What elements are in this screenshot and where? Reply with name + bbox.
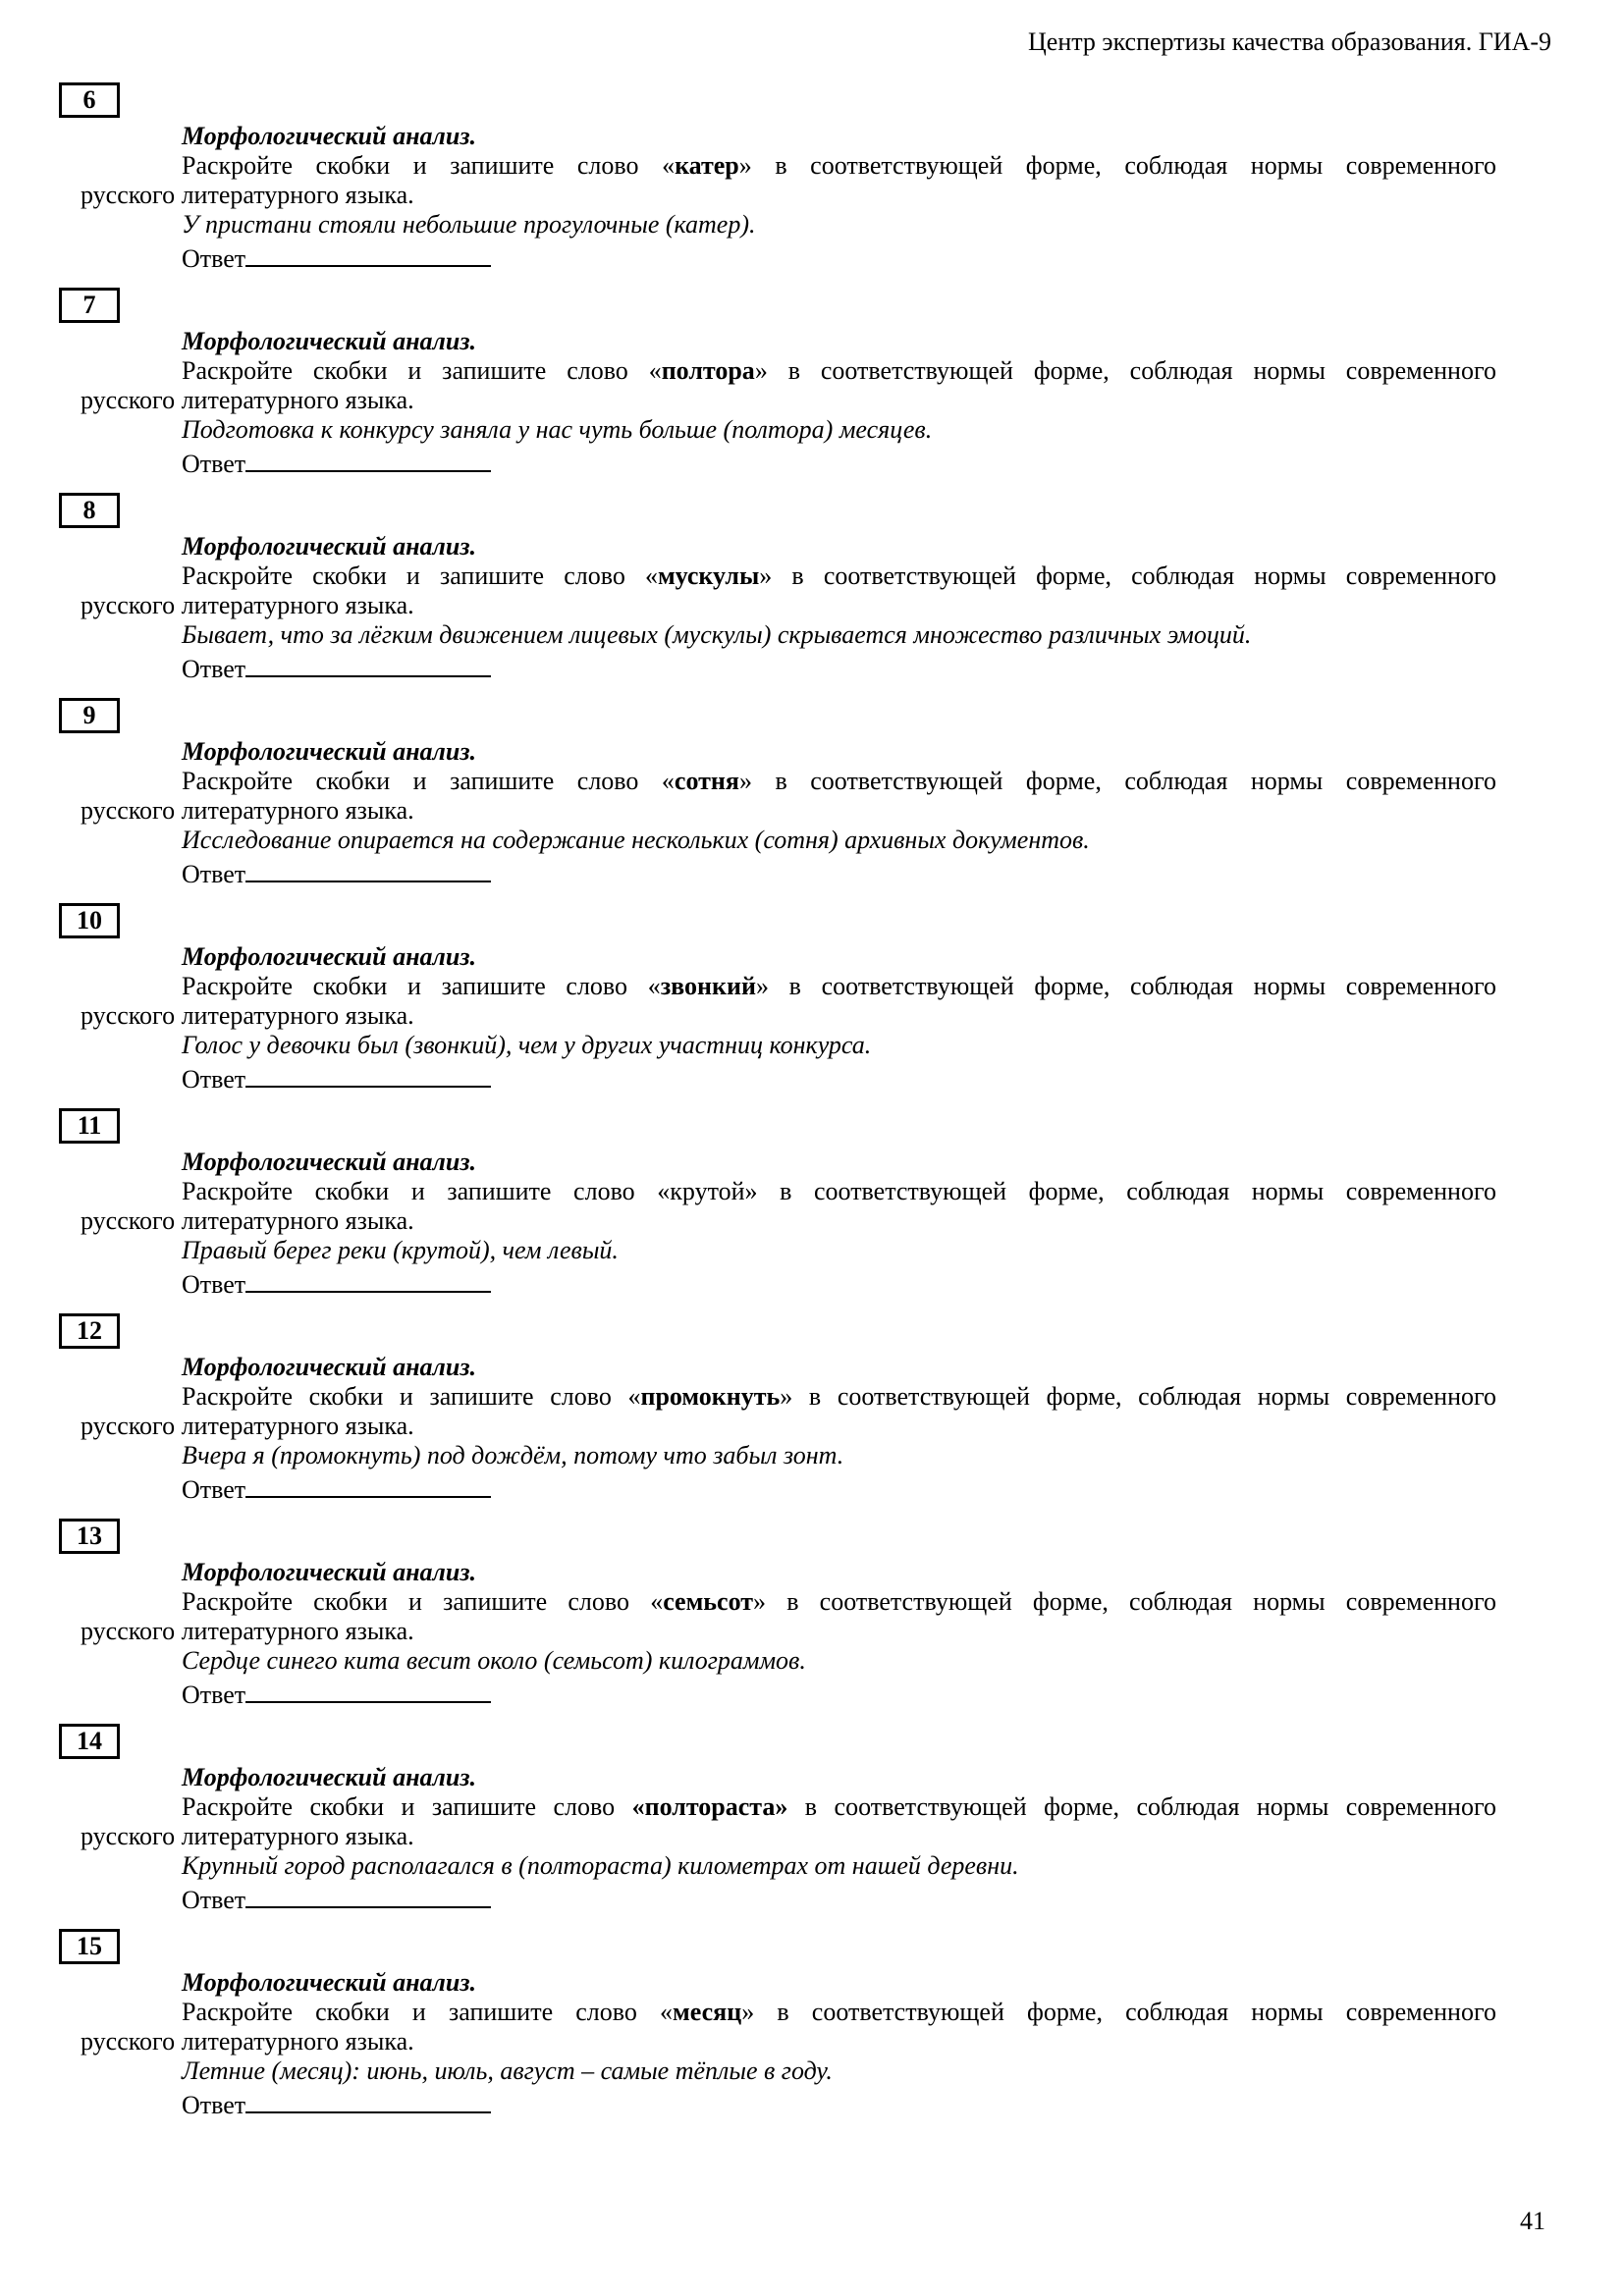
task-number-box (59, 1108, 120, 1144)
quote-close: » (744, 1177, 758, 1205)
task-instruction-line2: русского литературного языка. (81, 1412, 414, 1440)
answer-label: Ответ (182, 655, 246, 683)
task-example-sentence: Крупный город располагался в (полтораста) километрах от нашей деревни. (182, 1851, 1019, 1880)
answer-row (182, 1676, 1496, 1710)
task-heading: Морфологический анализ. (182, 327, 476, 355)
instruction-before: Раскройте скобки и запишите слово (182, 1587, 651, 1616)
answer-row (182, 240, 1496, 274)
task-example-sentence: Подготовка к конкурсу заняла у нас чуть больше (полтора) месяцев. (182, 415, 933, 444)
task-example-sentence: Правый берег реки (крутой), чем левый. (182, 1236, 619, 1264)
answer-blank-line (245, 1881, 491, 1908)
instruction-before: Раскройте скобки и запишите слово (182, 1382, 628, 1411)
instruction-before: Раскройте скобки и запишите слово (182, 1792, 632, 1821)
answer-label: Ответ (182, 1886, 246, 1914)
instruction-before: Раскройте скобки и запишите слово (182, 561, 645, 590)
answer-blank-line (245, 1265, 491, 1293)
quote-close: » (759, 561, 773, 590)
task-number-box (59, 698, 120, 733)
answer-blank-line (245, 1676, 491, 1703)
target-word-text: катер (675, 151, 739, 180)
target-word (648, 972, 769, 1000)
task-block (81, 82, 1496, 274)
instruction-after: в соответствующей форме, соблюдая нормы современного (792, 1382, 1496, 1411)
quote-close: » (755, 972, 769, 1000)
task-instruction-line1 (81, 151, 1496, 181)
quote-open: « (660, 1998, 674, 2026)
task-number: 12 (77, 1316, 102, 1345)
page-number: 41 (1520, 2207, 1545, 2235)
answer-blank-line (245, 2086, 491, 2113)
instruction-after: в соответствующей форме, соблюдая нормы современного (772, 561, 1496, 590)
task-instruction-line1 (81, 1587, 1496, 1617)
answer-label: Ответ (182, 2091, 246, 2119)
header-title: Центр экспертизы качества образования. ГИА-9 (1028, 27, 1551, 56)
task-instruction-line1 (81, 1382, 1496, 1412)
task-instruction-line2: русского литературного языка. (81, 1822, 414, 1850)
task-number: 6 (82, 85, 96, 114)
answer-row (182, 855, 1496, 889)
quote-open: « (631, 1792, 645, 1821)
instruction-before: Раскройте скобки и запишите слово (182, 151, 663, 180)
task-number-box (59, 1724, 120, 1759)
target-word (660, 1998, 754, 2026)
answer-label: Ответ (182, 1475, 246, 1504)
task-number-box (59, 288, 120, 323)
task-block (81, 288, 1496, 479)
target-word (645, 561, 772, 590)
task-number: 11 (77, 1111, 102, 1140)
task-number: 15 (77, 1932, 102, 1960)
task-example-sentence: Исследование опирается на содержание нескольких (сотня) архивных документов. (182, 826, 1090, 854)
answer-row (182, 2086, 1496, 2120)
task-instruction-line1 (81, 1792, 1496, 1822)
target-word-text: сотня (674, 767, 739, 795)
task-instruction-line1 (81, 972, 1496, 1001)
task-heading: Морфологический анализ. (182, 1353, 476, 1381)
instruction-after: в соответствующей форме, соблюдая нормы современного (751, 767, 1496, 795)
task-number: 13 (77, 1522, 102, 1550)
task-instruction-line1 (81, 1177, 1496, 1206)
task-number-box (59, 903, 120, 938)
answer-blank-line (245, 240, 491, 267)
answer-label: Ответ (182, 450, 246, 478)
task-number-box (59, 82, 120, 118)
instruction-after: в соответствующей форме, соблюдая нормы современного (751, 151, 1496, 180)
answer-label: Ответ (182, 244, 246, 273)
quote-open: « (657, 1177, 671, 1205)
target-word-text: полтораста (644, 1792, 776, 1821)
answer-row (182, 1470, 1496, 1505)
task-heading: Морфологический анализ. (182, 532, 476, 561)
task-number: 8 (82, 496, 96, 524)
task-instruction-line2: русского литературного языка. (81, 1617, 414, 1645)
task-number: 9 (82, 701, 96, 729)
task-instruction-line2: русского литературного языка. (81, 386, 414, 414)
quote-open: « (647, 972, 661, 1000)
target-word-text: мускулы (657, 561, 760, 590)
target-word (650, 1587, 766, 1616)
task-instruction-line2: русского литературного языка. (81, 591, 414, 619)
task-block (77, 1929, 1496, 2120)
answer-blank-line (245, 445, 491, 472)
target-word-text: месяц (673, 1998, 742, 2026)
task-instruction-line2: русского литературного языка. (81, 1206, 414, 1235)
answer-row (182, 650, 1496, 684)
quote-close: » (753, 1587, 767, 1616)
instruction-before: Раскройте скобки и запишите слово (182, 356, 649, 385)
task-number: 10 (77, 906, 102, 934)
task-number-box (59, 1519, 120, 1554)
target-word-text: полтора (661, 356, 755, 385)
quote-close: » (738, 767, 752, 795)
instruction-before: Раскройте скобки и запишите слово (182, 767, 662, 795)
task-heading: Морфологический анализ. (182, 122, 476, 150)
task-heading: Морфологический анализ. (182, 1968, 476, 1997)
task-example-sentence: Бывает, что за лёгким движением лицевых (мускулы) скрывается множество различных эмоций. (182, 620, 1252, 649)
instruction-after: в соответствующей форме, соблюдая нормы современного (767, 356, 1496, 385)
instruction-after: в соответствующей форме, соблюдая нормы современного (757, 1177, 1496, 1205)
task-number-box (59, 493, 120, 528)
task-instruction-line1 (81, 356, 1496, 386)
task-instruction-line2: русского литературного языка. (81, 181, 414, 209)
quote-close: » (754, 356, 768, 385)
tasks (0, 82, 1624, 2120)
answer-blank-line (245, 1060, 491, 1088)
task-number-box (59, 1929, 120, 1964)
task-instruction-line1 (81, 561, 1496, 591)
answer-label: Ответ (182, 1065, 246, 1094)
task-block (77, 1313, 1496, 1505)
task-example-sentence: Летние (месяц): июнь, июль, август – самые тёплые в году. (182, 2056, 833, 2085)
task-number: 14 (77, 1727, 102, 1755)
task-heading: Морфологический анализ. (182, 737, 476, 766)
task-example-sentence: Голос у девочки был (звонкий), чем у других участниц конкурса. (182, 1031, 872, 1059)
task-block (77, 1108, 1496, 1300)
instruction-before: Раскройте скобки и запишите слово (182, 1998, 661, 2026)
target-word-text: промокнуть (640, 1382, 781, 1411)
quote-open: « (650, 1587, 664, 1616)
answer-row (182, 1060, 1496, 1095)
task-instruction-line2: русского литературного языка. (81, 1001, 414, 1030)
quote-open: « (627, 1382, 641, 1411)
target-word (662, 151, 752, 180)
task-instruction-line1 (81, 1998, 1496, 2027)
answer-row (182, 1881, 1496, 1915)
target-word-text: семьсот (663, 1587, 754, 1616)
quote-close: » (741, 1998, 755, 2026)
answer-blank-line (245, 1470, 491, 1498)
answer-blank-line (245, 650, 491, 677)
instruction-before: Раскройте скобки и запишите слово (182, 972, 648, 1000)
task-example-sentence: Сердце синего кита весит около (семьсот) килограммов. (182, 1646, 806, 1675)
target-word (662, 767, 752, 795)
answer-row (182, 1265, 1496, 1300)
task-block (77, 903, 1496, 1095)
quote-open: « (648, 356, 662, 385)
task-heading: Морфологический анализ. (182, 1148, 476, 1176)
quote-close: » (780, 1382, 793, 1411)
instruction-before: Раскройте скобки и запишите слово (182, 1177, 658, 1205)
quote-open: « (662, 151, 676, 180)
task-example-sentence: Вчера я (промокнуть) под дождём, потому что забыл зонт. (182, 1441, 844, 1469)
target-word (649, 356, 768, 385)
task-instruction-line2: русского литературного языка. (81, 796, 414, 825)
task-block (81, 698, 1496, 889)
target-word-text: звонкий (660, 972, 756, 1000)
answer-label: Ответ (182, 860, 246, 888)
answer-blank-line (245, 855, 491, 882)
task-instruction-line2: русского литературного языка. (81, 2027, 414, 2056)
quote-open: « (661, 767, 675, 795)
task-heading: Морфологический анализ. (182, 1763, 476, 1791)
task-number-box (59, 1313, 120, 1349)
quote-close: » (775, 1792, 788, 1821)
target-word-text: крутой (670, 1177, 745, 1205)
task-instruction-line1 (81, 767, 1496, 796)
instruction-after: в соответствующей форме, соблюдая нормы современного (768, 972, 1496, 1000)
target-word (627, 1382, 792, 1411)
task-block (81, 493, 1496, 684)
task-block (77, 1519, 1496, 1710)
task-example-sentence: У пристани стояли небольшие прогулочные (катер). (182, 210, 756, 239)
page-header (0, 0, 1624, 57)
task-block (77, 1724, 1496, 1915)
quote-open: « (644, 561, 658, 590)
instruction-after: в соответствующей форме, соблюдая нормы современного (754, 1998, 1496, 2026)
instruction-after: в соответствующей форме, соблюдая нормы современного (766, 1587, 1496, 1616)
task-heading: Морфологический анализ. (182, 942, 476, 971)
instruction-after: в соответствующей форме, соблюдая нормы современного (787, 1792, 1496, 1821)
answer-label: Ответ (182, 1681, 246, 1709)
answer-row (182, 445, 1496, 479)
target-word (632, 1792, 788, 1821)
task-number: 7 (82, 291, 96, 319)
quote-close: » (738, 151, 752, 180)
answer-label: Ответ (182, 1270, 246, 1299)
target-word (657, 1177, 757, 1205)
task-heading: Морфологический анализ. (182, 1558, 476, 1586)
